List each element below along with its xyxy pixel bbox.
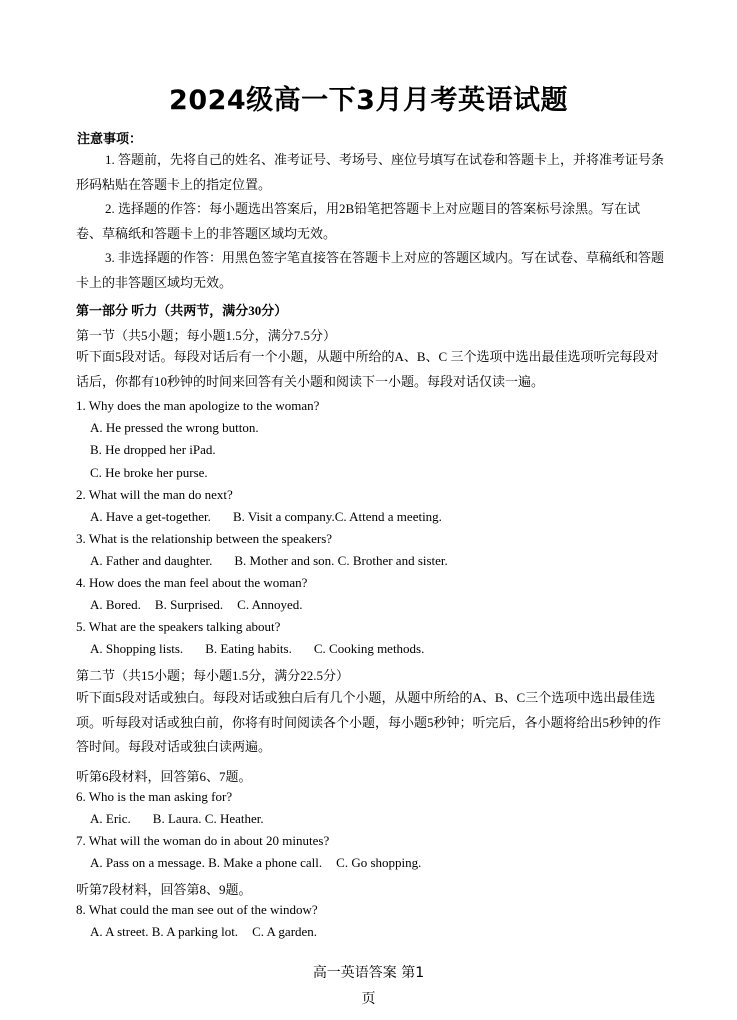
q4-option-c: C. Annoyed. [237,597,303,612]
footer-page-label: 高一英语答案 第1 [312,965,425,981]
q6-option-b: B. Laura. [152,811,202,826]
q7-option-c: C. Go shopping. [336,855,422,870]
question-2: 2. What will the man do next? [76,487,233,502]
material-6-note: 听第6段材料，回答第6、7题。 [76,769,252,784]
notice-heading: 注意事项： [77,131,143,146]
notice-item-2: 2. 选择题的作答：每小题选出答案后，用2B铅笔把答题卡上对应题目的答案标号涂黑。写在试卷、草稿纸和答题卡上的非答题区域均无效。 [76,201,641,241]
section2-heading: 第二节（共15小题；每小题1.5分，满分22.5分） [76,668,350,683]
page-title: 2024级高一下3月月考英语试题 [169,85,568,116]
q5-option-c: C. Cooking methods. [313,641,425,656]
question-3: 3. What is the relationship between the speakers? [76,531,333,546]
q3-option-a: A. Father and daughter. [90,553,213,568]
q4-options [90,597,303,613]
q8-option-a: A. A street. [90,924,149,939]
q8-options [90,924,317,940]
material-7-note: 听第7段材料，回答第8、9题。 [76,882,252,897]
section2-instructions: 听下面5段对话或独白。每段对话或独白后有几个小题，从题中所给的A、B、C三个选项中选出最佳选项。听每段对话或独白前，你将有时间阅读各个小题，每小题5秒钟；听完后，各小题将给出5秒钟的作答时间。每段对话或独白读两遍。 [76,690,662,754]
q1-option-c: C. He broke her purse. [90,465,208,480]
section1-heading: 第一节（共5小题；每小题1.5分，满分7.5分） [76,328,337,343]
q4-option-b: B. Surprised. [154,597,224,612]
q2-option-a: A. Have a get-together. [90,509,211,524]
q7-options [90,855,421,871]
q5-option-b: B. Eating habits. [205,641,292,656]
q6-options [90,811,264,827]
q3-options [90,553,448,569]
notice-item-1: 1. 答题前，先将自己的姓名、准考证号、考场号、座位号填写在试卷和答题卡上，并将准考证号条形码粘贴在答题卡上的指定位置。 [76,152,665,192]
question-5: 5. What are the speakers talking about? [76,619,281,634]
notice-item-3: 3. 非选择题的作答：用黑色签字笔直接答在答题卡上对应的答题区域内。写在试卷、草稿纸和答题卡上的非答题区域均无效。 [76,250,665,290]
part1-heading: 第一部分 听力（共两节，满分30分） [76,303,288,318]
question-6: 6. Who is the man asking for? [76,789,233,804]
q5-options [90,641,424,657]
section1-instructions: 听下面5段对话。每段对话后有一个小题，从题中所给的A、B、C 三个选项中选出最佳选项听完每段对话后，你都有10秒钟的时间来回答有关小题和阅读下一小题。每段对话仅读一遍。 [76,349,659,389]
q7-option-a: A. Pass on a message. [90,855,205,870]
question-8: 8. What could the man see out of the window? [76,902,318,917]
q1-option-a: A. He pressed the wrong button. [90,420,259,435]
q2-option-b: B. Visit a company. [232,509,335,524]
q3-option-c: C. Brother and sister. [337,553,448,568]
q7-option-b: B. Make a phone call. [208,855,323,870]
q2-options [90,509,442,525]
footer-page-suffix: 页 [361,991,376,1007]
q6-option-a: A. Eric. [90,811,131,826]
q3-option-b: B. Mother and son. [234,553,335,568]
q2-option-c: C. Attend a meeting. [334,509,442,524]
q6-option-c: C. Heather. [204,811,264,826]
q5-option-a: A. Shopping lists. [90,641,184,656]
q8-option-b: B. A parking lot. [151,924,239,939]
question-1: 1. Why does the man apologize to the woman? [76,398,320,413]
question-4: 4. How does the man feel about the woman? [76,575,308,590]
q1-option-b: B. He dropped her iPad. [90,442,216,457]
question-7: 7. What will the woman do in about 20 minutes? [76,833,330,848]
q8-option-c: C. A garden. [252,924,318,939]
q4-option-a: A. Bored. [90,597,141,612]
